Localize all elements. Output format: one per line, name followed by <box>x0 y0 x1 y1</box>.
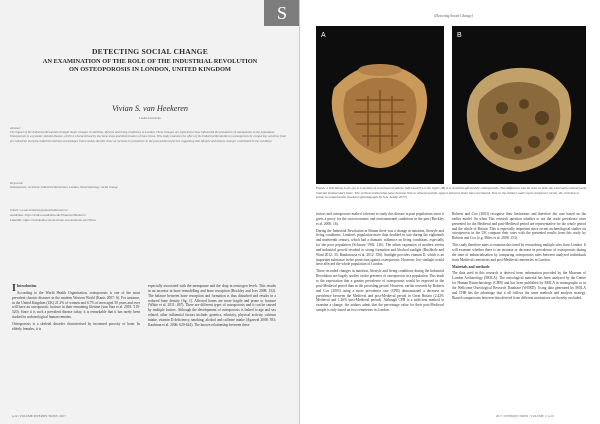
right-footer: 2017 | INTERSECTIONS | VOLUME 1 | p.29 <box>496 414 554 418</box>
abstract-heading: Abstract <box>10 126 21 130</box>
osteoporotic-vertebra-image <box>452 26 586 184</box>
contact-academia: Academia: https://leiden.academia.edu/VivianvanHeekeren <box>10 213 86 218</box>
figure-1b-osteoporotic-vertebra <box>452 26 586 184</box>
journal-logo: S <box>264 0 300 26</box>
paragraph: These recorded changes in nutrition, lifestyle and living conditions during the Industrial Revolution are largely studies on the presence of osteoporosis in a population. This leads to the expectation that a greater prevalence of osteoporosis would be expected in the post-Medieval period than in the preceding period. However, earlier research by Roberts and Cox (2003) using a more prevalence rate (CPR) demonstrated a decrease in prevalence between the Medieval and post-Medieval period in Great Britain (2.42% Medieval and 1.26% post-Medieval period). Although CPR is a sufficient method to examine a change, the authors admit that the percentage value for their post-Medieval sample is only based on two cemeteries in London. <box>316 269 444 313</box>
intro-heading: Introduction <box>16 284 37 288</box>
abstract <box>10 126 290 143</box>
paragraph: factors and osteoporosis make it relevant to study this disease in past populations since it gives a proxy for the socioeconomic and environmental conditions in the past (Brickley et al. 2006: 16). <box>316 212 444 226</box>
contact-email: Email: v.s.van.heekeren@umail.leidenuniv.nl <box>10 208 68 212</box>
paragraph: The data used in this research is derived from information provided by the Museum of London Archaeology (MOLA). The osteological material has been analysed by the Centre for Human Bioarchaeology (CHB) and has been published by MOLA in monographs or in the Wellcome Osteological Research Database (WORD). Using data generated by MOLA and CHB has the advantage that it all follows the same methods and analysis strategy. Biased comparisons between data derived from different institutions are thereby excluded. <box>452 271 586 300</box>
author-name: Vivian S. van Heekeren <box>112 104 188 113</box>
figure-1a-normal-vertebra <box>316 26 444 184</box>
abstract-text: The impact of the Industrial Revolution brought major changes in nutrition, lifestyle and living conditions in London. These changes are expected to have influenced the prevalence of osteoporosis in the population. Osteoporosis is a systemic skeletal disease, which is characterised by low bone mass and deterioration of bone tissue. This study examines the effect of the Industrial Revolution on osteoporosis by comparing vertebrae from pre-industrial and post-industrial skeletal assemblages from London. Results show an increase in prevalence in the post-medieval period, suggesting that lifestyle and dietary changes contributed to the condition. <box>10 130 286 143</box>
body-column-4 <box>452 212 586 302</box>
paragraph: According to the World Health Organisation, osteoporosis is one of the most prevalent chronic diseases in the modern Western World (Kanis 2007: 6). For instance, in the United Kingdom (UK) 21.2% of women and 6.7% of men aged 50 years and over will have an osteoporotic fracture in their remaining lifetime (van Staa et al. 2001: 519-520). Since it is such a prevalent disease today, it is remarkable that it has rarely been studied in archaeological human remains. <box>12 290 140 320</box>
keywords-heading: Keywords <box>10 181 23 185</box>
paragraph: especially associated with the menopause and the drop in oestrogen levels. This results in an increase in bone remodelling and bone resorption (Brickley and Ives 2008: 152). The balance between bone resorption and formation is thus disturbed and results in a reduced bone density (fig. 1). Affected bones are more fragile and prone to fracture (White et al. 2011: 467). There are different types of osteoporosis and it can be caused by multiple factors. Although the development of osteoporosis is linked to age and sex related, other influential factors include: genetics, ethnicity, physical activity, calcium intake, vitamin D deficiency, smoking, alcohol and caffeine intake (Agarwal 2008: 393; Kaufman et al. 2006: 620-624). The known relationship between these <box>148 284 276 327</box>
paragraph: Roberts and Cox (2003) recognise their limitations and therefore the case based on the earlier model. So when This research question whether or not the crude prevalence rates presented for the Medieval and post-Medieval period are representative for the whole period and the whole of Britain. This is especially important since recent archaeological studies on osteoporosis in the UK compare their rates with the presented results from this study by Roberts and Cox (e.g. Miles et al. 2008: 153). <box>452 212 586 241</box>
body-column-3 <box>316 212 444 315</box>
paragraph: Osteoporosis is a skeletal disorder characterised by increased porosity of bone. In elderly females, it is <box>12 321 140 331</box>
body-column-1 <box>12 284 140 334</box>
contact-linkedin: LinkedIn: https://nl.linkedin.com/in/vivian-van-heekeren-a5179b1a <box>10 218 96 223</box>
figure-label-a: A <box>321 32 326 39</box>
normal-vertebra-image <box>316 26 444 184</box>
contact-info <box>10 208 210 224</box>
running-head: [Detecting Social Change] <box>434 14 473 18</box>
keywords-text: Osteoporosis, vertebrae, Industrial Revolution, London, bioarchaeology, social change <box>10 185 118 190</box>
figure-caption: Figure 1 (Vertebra) Left: (a) is a section of a normal vertebrae (left) and (b) is the right: (B) is a vertebra affected by osteoporosis. The difference can be seen in both the external (cortical) and internal (trabecular) bone. The vertical trabeculae have become thin or absent and the spaces between them have increased. Due to the thinner outer layer and fewer struts, the vertebra is prone to compression fractures (photograph by S.A. Ashby 2017). <box>316 186 586 200</box>
paragraph: During the Industrial Revolution in Britain there was a change in nutrition, lifestyle and living conditions. London's population more than doubled in size during the eighteenth and nineteenth century, which had a dramatic influence on living conditions, especially for the poor population (Schwarz 1992: 126). The urban expansion of modern streets and industrial growth resulted in strong formation and blocked sunlight (Buchholz and Ward 2012: 33; Bandarawsa et al. 2012: 356). Sunlight provides vitamin D, which is an important substance in the protection against osteoporosis. However, low sunlight would have affected the whole population of London. <box>316 228 444 267</box>
article-subtitle: AN EXAMINATION OF THE ROLE OF THE INDUSTRIAL REVOLUTION ON OSTEOPOROSIS IN LONDON, UNITED KINGDOM <box>42 58 258 74</box>
author-affiliation: Leiden University <box>139 116 161 120</box>
body-column-2 <box>148 284 276 330</box>
paragraph: This study therefore aims to examine this trend by researching multiple sites from London. It will examine whether there is an increase or decrease in prevalence of osteoporosis during the time of industrialisation by comparing osteoporosis rates between analysed individuals from Medieval cemeteries and post-Medieval cemeteries in London. <box>452 243 586 262</box>
article-title: DETECTING SOCIAL CHANGE <box>92 47 208 56</box>
drop-cap: I <box>12 283 16 294</box>
methods-heading: Materials and methods <box>452 265 490 270</box>
keywords <box>10 181 290 189</box>
figure-label-b: B <box>457 32 462 39</box>
left-footer: p.24 | VOLUME INTERSECTIONS | 2017 <box>12 414 66 418</box>
